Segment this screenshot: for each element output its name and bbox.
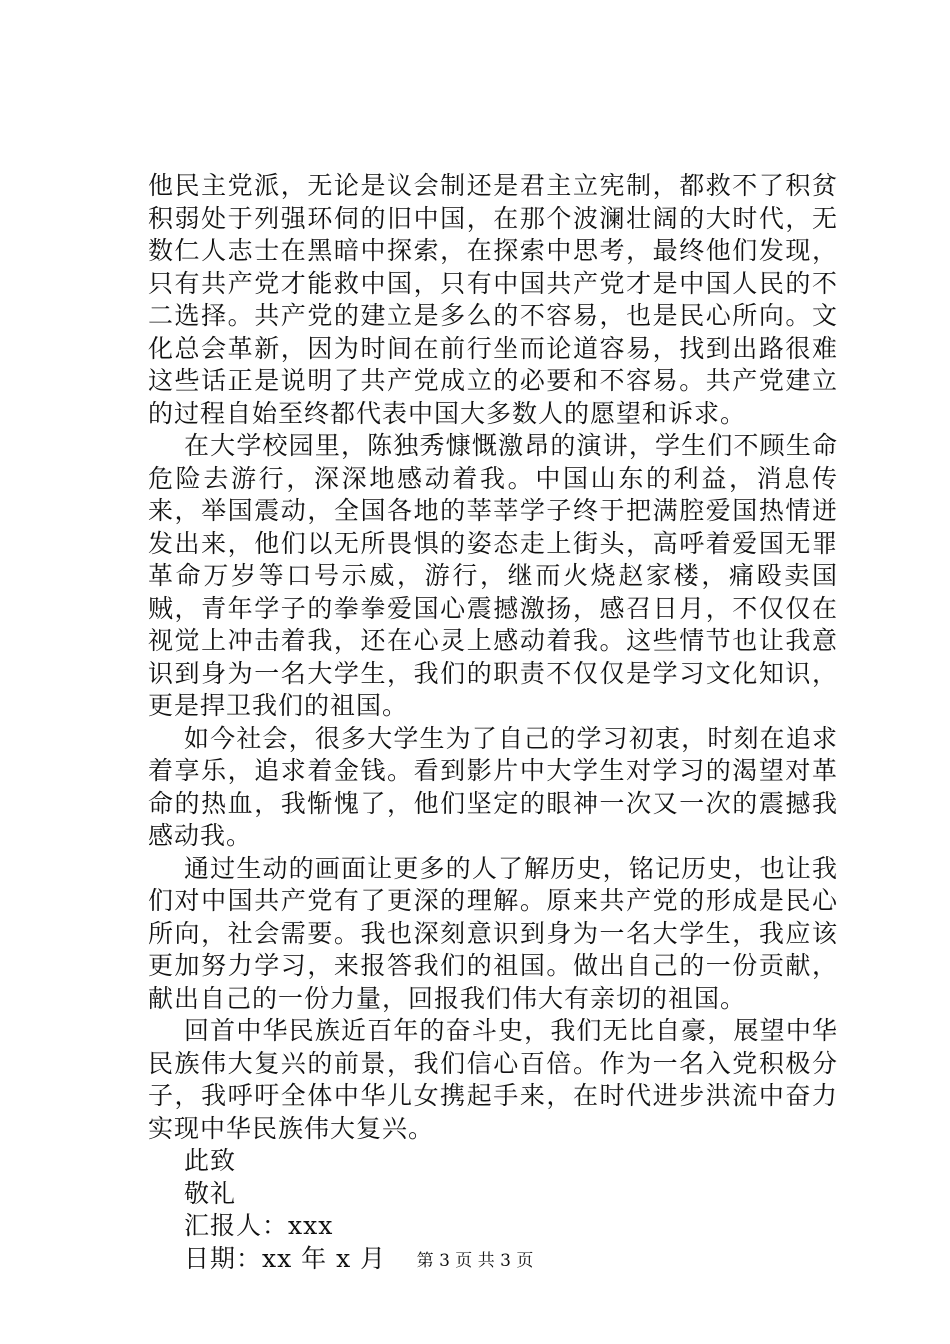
reporter-line: 汇报人：xxx: [184, 1211, 334, 1240]
closing-salutation-1: 此致: [184, 1146, 237, 1175]
closing-salutation-2: 敬礼: [184, 1178, 237, 1208]
body-paragraph: 通过生动的画面让更多的人了解历史，铭记历史，也让我们对中国共产党有了更深的理解。原来共产党的形成是民心所向，社会需要。我也深刻意识到身为一名大学生，我应该更加努力学习，来报答我们的祖国。做出自己的一份贡献，献出自己的一份力量，回报我们伟大有亲切的祖国。: [148, 853, 838, 1013]
body-paragraph: 在大学校园里，陈独秀慷慨激昂的演讲，学生们不顾生命危险去游行，深深地感动着我。中国山东的利益，消息传来，举国震动，全国各地的莘莘学子终于把满腔爱国热情迸发出来，他们以无所畏惧的姿态走上街头，高呼着爱国无罪革命万岁等口号示威，游行，继而火烧赵家楼，痛殴卖国贼，青年学子的拳拳爱国心震撼激扬，感召日月，不仅仅在视觉上冲击着我，还在心灵上感动着我。这些情节也让我意识到身为一名大学生，我们的职责不仅仅是学习文化知识，更是捍卫我们的祖国。: [148, 431, 838, 720]
body-paragraph: 回首中华民族近百年的奋斗史，我们无比自豪，展望中华民族伟大复兴的前景，我们信心百倍。作为一名入党积极分子，我呼吁全体中华儿女携起手来，在时代进步洪流中奋力实现中华民族伟大复兴。: [148, 1016, 838, 1143]
page-footer: 第 3 页 共 3 页: [416, 1251, 534, 1271]
document-body: [148, 170, 838, 1275]
date-line: 日期：xx 年 x 月: [184, 1243, 387, 1273]
body-paragraph: 如今社会，很多大学生为了自己的学习初衷，时刻在追求着享乐，追求着金钱。看到影片中大学生对学习的渴望对革命的热血，我惭愧了，他们坚定的眼神一次又一次的震撼我感动我。: [148, 723, 838, 850]
body-paragraph: 他民主党派，无论是议会制还是君主立宪制，都救不了积贫积弱处于列强环伺的旧中国，在那个波澜壮阔的大时代，无数仁人志士在黑暗中探索，在探索中思考，最终他们发现，只有共产党才能救中国，只有中国共产党才是中国人民的不二选择。共产党的建立是多么的不容易，也是民心所向。文化总会革新，因为时间在前行坐而论道容易，找到出路很难这些话正是说明了共产党成立的必要和不容易。共产党建立的过程自始至终都代表中国大多数人的愿望和诉求。: [148, 171, 838, 428]
